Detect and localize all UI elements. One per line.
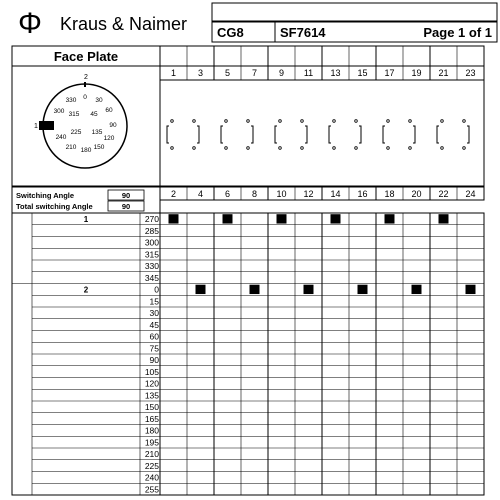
- terminal-top-11: 11: [303, 68, 314, 78]
- table-row: [32, 389, 484, 400]
- closed-contact-marker: [331, 214, 341, 223]
- angle-value: 300: [144, 237, 159, 248]
- closed-contact-marker: [358, 285, 368, 294]
- table-row: [32, 366, 484, 377]
- terminal-top-13: 13: [330, 68, 341, 78]
- table-row: [32, 483, 484, 494]
- switching-table: [12, 213, 484, 495]
- angle-value: 0: [154, 284, 159, 295]
- dial-label-240: 240: [55, 134, 67, 141]
- angle-value: 150: [144, 402, 159, 412]
- dial-label-180: 180: [80, 147, 92, 154]
- angle-value: 210: [144, 449, 159, 459]
- angle-value: 105: [144, 366, 159, 377]
- table-row: [32, 248, 484, 259]
- terminal-bottom-12: 12: [303, 189, 314, 199]
- table-row: [32, 413, 484, 424]
- closed-contact-marker: [250, 285, 260, 294]
- dial-label-60: 60: [105, 107, 113, 114]
- angle-value: 135: [144, 390, 159, 401]
- terminal-top-3: 3: [197, 68, 204, 78]
- header: [18, 3, 497, 42]
- dial-label-150: 150: [93, 144, 105, 151]
- angle-value: 75: [149, 343, 159, 354]
- page-indicator: Page 1 of 1: [423, 25, 492, 40]
- brand-name: Kraus & Naimer: [60, 14, 188, 34]
- table-row: [32, 342, 484, 353]
- angle-value: 165: [144, 413, 159, 424]
- switching-angle-value: 90: [121, 191, 131, 200]
- position-1-label: 1: [34, 123, 38, 130]
- switching-angle-label: Switching Angle: [16, 191, 75, 200]
- terminal-top-19: 19: [411, 68, 422, 78]
- contact-symbol: [275, 120, 307, 150]
- table-row: [32, 331, 484, 342]
- terminal-bottom-16: 16: [357, 189, 368, 199]
- table-row: [32, 272, 484, 283]
- terminal-bottom-10: 10: [276, 189, 287, 199]
- terminal-bottom-2: 2: [170, 189, 177, 199]
- dial-inner-label-315: 315: [68, 111, 80, 118]
- terminal-bottom-8: 8: [251, 189, 258, 199]
- closed-contact-marker: [412, 285, 422, 294]
- dial-label-0: 0: [83, 94, 87, 101]
- angle-value: 195: [144, 437, 159, 448]
- angle-value: 45: [149, 319, 159, 330]
- position-number: 1: [83, 215, 89, 224]
- closed-contact-marker: [169, 214, 179, 223]
- angle-value: 60: [149, 331, 159, 342]
- dial-inner-label-135: 135: [91, 129, 103, 136]
- table-row: [12, 284, 484, 295]
- position-number: 2: [83, 285, 89, 295]
- terminal-top-23: 23: [465, 68, 476, 78]
- contact-symbol: [383, 120, 415, 150]
- terminal-bottom-18: 18: [384, 189, 395, 199]
- dial-inner-label-45: 45: [90, 111, 98, 118]
- angle-value: 330: [144, 261, 159, 271]
- angle-value: 225: [144, 460, 159, 471]
- terminal-bottom-22: 22: [438, 189, 449, 199]
- rotary-dial: [34, 74, 127, 168]
- terminal-top-1: 1: [170, 68, 177, 78]
- closed-contact-marker: [466, 285, 476, 294]
- contact-diagram: [160, 46, 484, 200]
- table-row: [32, 295, 484, 306]
- table-row: [32, 319, 484, 330]
- angle-value: 270: [144, 214, 159, 224]
- angle-value: 120: [144, 378, 159, 389]
- table-row: [32, 225, 484, 236]
- total-switching-angle-label: Total switching Angle: [16, 202, 93, 211]
- table-row: [32, 260, 484, 271]
- table-row: [32, 436, 484, 447]
- terminal-bottom-20: 20: [411, 189, 422, 199]
- total-switching-angle-value: 90: [121, 202, 131, 211]
- dial-label-120: 120: [103, 135, 115, 142]
- angle-value: 285: [144, 225, 159, 236]
- dial-label-selected: 270: [41, 123, 52, 130]
- table-row: [32, 354, 484, 365]
- dial-inner-label-225: 225: [70, 129, 82, 136]
- closed-contact-marker: [304, 285, 314, 294]
- table-row: [32, 237, 484, 248]
- closed-contact-marker: [385, 214, 395, 223]
- angle-value: 315: [144, 249, 159, 260]
- terminal-bottom-4: 4: [197, 189, 204, 199]
- angle-value: 30: [149, 308, 159, 318]
- terminal-top-17: 17: [384, 68, 395, 78]
- face-plate-title: Face Plate: [53, 49, 119, 64]
- terminal-top-15: 15: [357, 68, 368, 78]
- angle-value: 255: [144, 484, 159, 495]
- position-2-label: 2: [84, 74, 88, 81]
- model-code: CG8: [217, 25, 244, 40]
- table-row: [32, 472, 484, 483]
- contact-symbol: [437, 120, 469, 150]
- brand-logo-symbol: Φ: [18, 7, 42, 40]
- contact-symbol: [221, 120, 253, 150]
- table-row: [12, 213, 449, 224]
- table-row: [32, 307, 484, 318]
- closed-contact-marker: [223, 214, 233, 223]
- angle-value: 240: [144, 472, 159, 483]
- terminal-top-21: 21: [438, 68, 449, 78]
- dial-label-210: 210: [65, 144, 77, 151]
- angle-value: 180: [144, 425, 159, 436]
- closed-contact-marker: [277, 214, 287, 223]
- terminal-top-9: 9: [278, 68, 285, 78]
- contact-drawing-area: [160, 66, 484, 186]
- table-row: [32, 401, 484, 412]
- dial-label-330: 330: [65, 97, 77, 104]
- contact-symbol: [167, 120, 199, 150]
- header-top-box: [212, 3, 497, 21]
- table-row: [32, 425, 484, 436]
- angle-value: 15: [149, 296, 159, 307]
- part-number: SF7614: [280, 25, 326, 40]
- terminal-top-5: 5: [224, 68, 231, 78]
- terminal-top-7: 7: [251, 68, 258, 78]
- terminal-bottom-6: 6: [224, 189, 231, 199]
- table-row: [32, 448, 484, 459]
- dial-label-30: 30: [95, 97, 103, 104]
- angle-value: 345: [144, 272, 159, 283]
- angle-value: 90: [149, 355, 159, 365]
- table-row: [32, 460, 484, 471]
- contact-symbol: [329, 120, 361, 150]
- terminal-bottom-14: 14: [330, 189, 341, 199]
- table-row: [32, 378, 484, 389]
- closed-contact-marker: [196, 285, 206, 294]
- dial-label-90: 90: [109, 122, 117, 129]
- terminal-bottom-24: 24: [465, 189, 476, 199]
- dial-label-300: 300: [53, 108, 65, 115]
- closed-contact-marker: [439, 214, 449, 223]
